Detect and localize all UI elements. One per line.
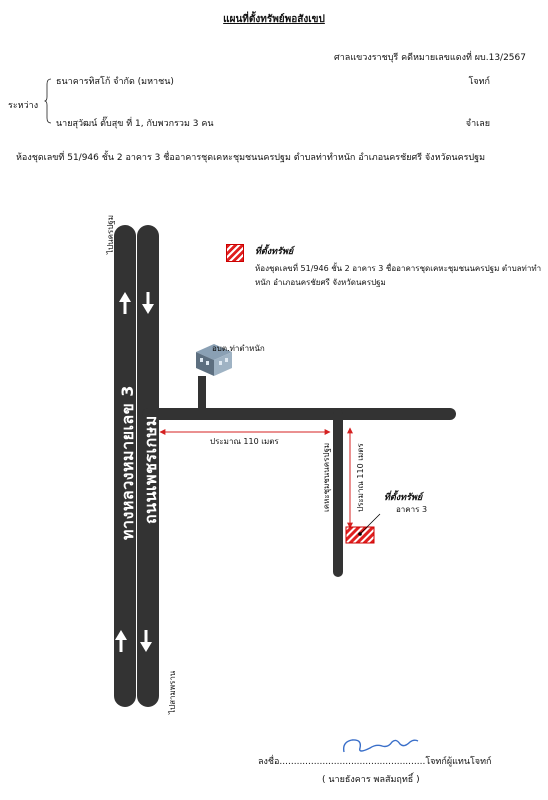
defendant-role: จำเลย: [465, 119, 490, 129]
direction-sam-phran: ไปสามพราน: [168, 670, 177, 714]
legend-title: ที่ตั้งทรัพย์: [255, 247, 294, 257]
plaintiff-name: ธนาคารทิสโก้ จำกัด (มหาชน): [56, 77, 174, 87]
property-address: ห้องชุดเลขที่ 51/946 ชั้น 2 อาคาร 3 ชื่ออาคารชุดเคหะชุมชนนครปฐม ตำบลท่าทำหนัก อำเภอนครชัยศรี จังหวัดนครปฐม: [16, 153, 486, 163]
case-number: ศาลแขวงราชบุรี คดีหมายเลขแดงที่ ผบ.13/2567: [334, 53, 526, 63]
property-label: ที่ตั้งทรัพย์: [384, 493, 423, 503]
document-title: แผนที่ตั้งทรัพย์พอสังเขป: [223, 14, 325, 25]
defendant-name: นายสุวัฒน์ ตั๊บสุข ที่ 1, กับพวกรวม 3 คน: [56, 119, 214, 129]
vertical-distance: ประมาณ 110 เมตร: [356, 443, 365, 512]
road-name: ถนนเพชรเกษม: [141, 415, 160, 524]
horizontal-distance: ประมาณ 110 เมตร: [210, 437, 279, 446]
direction-nakhon-pathom: ไปนครปฐม: [106, 215, 115, 254]
signer-name: ( นายธังคาร พลสัมฤทธิ์ ): [322, 775, 420, 785]
highway-name: ทางหลวงหมายเลข 3: [118, 385, 137, 540]
side-road-name: เคหะชุมชนนครปฐม: [322, 442, 331, 512]
between-label: ระหว่าง: [8, 101, 39, 111]
plaintiff-role: โจทก์: [468, 77, 490, 87]
building-label: อาคาร 3: [396, 505, 428, 514]
office-label: อบต.ท่าตำหนัก: [212, 344, 265, 353]
legend-description: ห้องชุดเลขที่ 51/946 ชั้น 2 อาคาร 3 ชื่ออาคารชุดเคหะชุมชนนครปฐม ตำบลท่าทำหนัก อำเภอนครชัยศรี จังหวัดนครปฐม: [255, 264, 542, 287]
signature-line: ลงชื่อ...................................................โจทก์ผู้แทนโจทก์: [258, 757, 492, 767]
